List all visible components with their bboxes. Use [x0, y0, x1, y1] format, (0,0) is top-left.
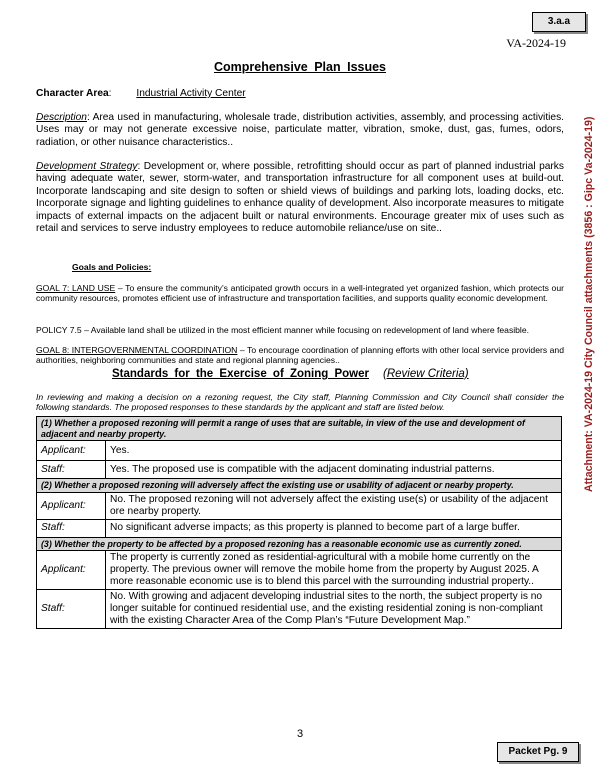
- development-strategy-paragraph: [36, 161, 564, 235]
- criterion-2-applicant-row: [37, 492, 562, 519]
- criterion-1-question: (1) Whether a proposed rezoning will permit a range of uses that are suitable, in view of the use and development of adjacent and nearby property.: [37, 417, 562, 441]
- character-area-line: [36, 88, 564, 100]
- development-strategy-label: Development Strategy: [36, 161, 138, 172]
- standards-title: Standards for the Exercise of Zoning Power: [112, 368, 369, 380]
- criterion-3-staff-label: Staff:: [37, 590, 106, 629]
- page-title: Comprehensive Plan Issues: [213, 60, 387, 74]
- packet-page-badge: Packet Pg. 9: [497, 742, 579, 762]
- goal-7-paragraph: [36, 283, 564, 304]
- development-strategy-text: : Development or, where possible, retrofitting should occur as part of planned industrial parks having adequate water, sewer, storm-water, and transportation infrastructure for all component uses at build-out. Incorporate landscaping and site design to soften or shield views of buildings and parking lots, loading docks, etc. Incorporate signage and lighting guidelines to enhance quality of development. Also incorporate measures to mitigate impacts of external impacts on the adjacent built or natural environments. Encourage greater mix of uses such as retail and services to serve industry employees to reduce automobile reliance/use on site..: [36, 161, 564, 235]
- criterion-3-applicant-label: Applicant:: [37, 551, 106, 590]
- criterion-3-staff-response: No. With growing and adjacent developing industrial sites to the north, the subject property is no longer suitable for continued residential use, and the existing residential zoning is non-compliant with the existing Character Area of the Comp Plan’s “Future Development Map.”: [106, 590, 562, 629]
- criterion-2-staff-label: Staff:: [37, 519, 106, 537]
- criterion-3-question-row: [37, 537, 562, 551]
- criterion-3-staff-row: [37, 590, 562, 629]
- character-area-label: Character Area: [36, 88, 109, 99]
- goal-8-text: – To encourage coordination of planning efforts with other local service providers and authorities, neighboring communities and state and regional planning agencies..: [36, 345, 564, 366]
- review-criteria-table: [36, 416, 562, 629]
- criterion-1-applicant-response: Yes.: [106, 441, 562, 461]
- criterion-1-staff-row: [37, 461, 562, 479]
- description-text: : Area used in manufacturing, wholesale trade, distribution activities, assembly, and processing activities. Uses may or may not generate excessive noise, particulate matter, vibration, smoke, dust, gas, fumes, odors, radiation, or other nuisance characteristics..: [36, 112, 564, 148]
- criterion-1-staff-label: Staff:: [37, 461, 106, 479]
- goals-heading: Goals and Policies:: [72, 262, 152, 272]
- character-area-colon: :: [108, 88, 112, 99]
- standards-intro: In reviewing and making a decision on a rezoning request, the City staff, Planning Commission and City Council shall consider the following standards. The proposed responses to these standards by the applicant and staff are listed below.: [36, 392, 564, 413]
- criterion-1-question-row: [37, 417, 562, 441]
- criterion-2-question-row: [37, 479, 562, 493]
- document-number: VA-2024-19: [506, 36, 566, 50]
- description-label: Description: [36, 112, 87, 123]
- criterion-1-applicant-label: Applicant:: [37, 441, 106, 461]
- criterion-2-applicant-response: No. The proposed rezoning will not adversely affect the existing use(s) or usability of the adjacent ore nearby property.: [106, 492, 562, 519]
- character-area-value: Industrial Activity Center: [136, 88, 246, 99]
- criterion-3-applicant-response: The property is currently zoned as residential-agricultural with a mobile home currently on the property. The previous owner will remove the mobile home from the property by August 2025. A more reasonable economic use is to blend this parcel with the surrounding industrial property..: [106, 551, 562, 590]
- policy-7-5-paragraph: POLICY 7.5 – Available land shall be utilized in the most efficient manner while focusing on redevelopment of land where feasible.: [36, 325, 530, 335]
- criterion-2-staff-row: [37, 519, 562, 537]
- goal-8-paragraph: [36, 345, 564, 366]
- standards-subtitle: (Review Criteria): [383, 368, 469, 380]
- attachment-badge: 3.a.a: [532, 12, 586, 32]
- criterion-1-staff-response: Yes. The proposed use is compatible with the adjacent dominating industrial patterns.: [106, 461, 562, 479]
- description-paragraph: [36, 112, 564, 149]
- page-number: 3: [296, 728, 304, 740]
- goal-7-text: – To ensure the community’s anticipated growth occurs in a well-integrated yet organized fashion, which protects our community resources, promotes efficient use of infrastructure and transportation facilities, and supports quality economic development.: [36, 283, 564, 304]
- criterion-3-applicant-row: [37, 551, 562, 590]
- standards-heading: [112, 368, 469, 380]
- goal-7-label: GOAL 7: LAND USE: [36, 283, 116, 293]
- goal-8-label: GOAL 8: INTERGOVERNMENTAL COORDINATION: [36, 345, 238, 355]
- attachment-side-note: Attachment: VA-2024-19 City Council attachments (3856 : Gipc Va-2024-19): [583, 116, 595, 492]
- criterion-2-question: (2) Whether a proposed rezoning will adversely affect the existing use or usability of adjacent or nearby property.: [37, 479, 562, 493]
- criterion-1-applicant-row: [37, 441, 562, 461]
- criterion-3-question: (3) Whether the property to be affected by a proposed rezoning has a reasonable economic use as currently zoned.: [37, 537, 562, 551]
- criterion-2-applicant-label: Applicant:: [37, 492, 106, 519]
- criterion-2-staff-response: No significant adverse impacts; as this property is planned to become part of a large buffer.: [106, 519, 562, 537]
